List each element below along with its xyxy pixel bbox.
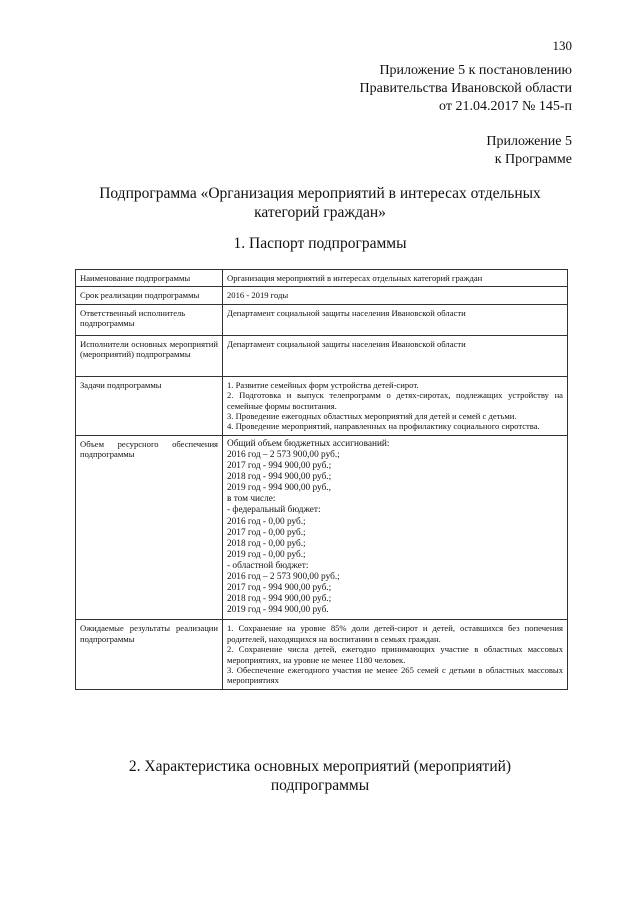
funding-line: 2016 год – 2 573 900,00 руб.; (227, 571, 340, 582)
program-appendix-line: Приложение 5 (486, 134, 572, 149)
funding-line: - областной бюджет: (227, 560, 309, 571)
program-appendix-note (486, 133, 572, 169)
passport-value: 2016 - 2019 годы (223, 287, 568, 304)
task-item: 4. Проведение мероприятий, направленных на профилактику социального сиротства. (227, 421, 540, 432)
funding-line: Общий объем бюджетных ассигнований: (227, 438, 390, 449)
task-item: 1. Развитие семейных форм устройства детей-сирот. (227, 379, 419, 390)
result-item: 2. Сохранение числа детей, ежегодно принимающих участие в областных массовых мероприятиях, на уровне не менее 1180 человек. (227, 644, 563, 665)
funding-line: в том числе: (227, 494, 276, 505)
funding-line: 2018 год - 994 900,00 руб.; (227, 594, 332, 605)
passport-key: Ответственный исполнитель подпрограммы (76, 304, 223, 335)
appendix-line: от 21.04.2017 № 145-п (439, 99, 572, 114)
funding-line: 2017 год - 0,00 руб.; (227, 527, 306, 538)
passport-key: Задачи подпрограммы (76, 376, 223, 435)
table-row (76, 304, 568, 335)
subprogram-title (60, 184, 580, 222)
funding-line: 2016 год – 2 573 900,00 руб.; (227, 449, 340, 460)
funding-line: - федеральный бюджет: (227, 505, 321, 516)
task-item: 3. Проведение ежегодных областных мероприятий для детей и семей с детьми. (227, 411, 517, 422)
result-item: 1. Сохранение на уровне 85% доли детей-сирот и детей, оставшихся без попечения родителей, находящихся на воспитании в семьях граждан. (227, 623, 563, 644)
subprogram-title-line: Подпрограмма «Организация мероприятий в интересах отдельных (99, 185, 541, 202)
section-1-title: 1. Паспорт подпрограммы (233, 235, 407, 252)
table-row (76, 620, 568, 689)
passport-key: Срок реализации подпрограммы (76, 287, 223, 304)
funding-line: 2019 год - 0,00 руб.; (227, 549, 306, 560)
funding-line: 2019 год - 994 900,00 руб., (227, 483, 331, 494)
passport-table (75, 269, 568, 690)
table-row (76, 376, 568, 435)
appendix-line: Правительства Ивановской области (359, 81, 572, 96)
table-row (76, 435, 568, 620)
passport-key: Наименование подпрограммы (76, 270, 223, 287)
page-number: 130 (552, 38, 572, 53)
section-2-title-line: 2. Характеристика основных мероприятий (мероприятий) (128, 758, 512, 775)
table-row (76, 335, 568, 376)
passport-value: Департамент социальной защиты населения Ивановской области (223, 304, 568, 335)
passport-value: Департамент социальной защиты населения Ивановской области (223, 335, 568, 376)
funding-line: 2017 год - 994 900,00 руб.; (227, 583, 332, 594)
funding-line: 2019 год - 994 900,00 руб. (227, 605, 329, 616)
task-item: 2. Подготовка и выпуск телепрограмм о детях-сиротах, подлежащих устройству на семейные формы воспитания. (227, 390, 563, 411)
funding-line: 2016 год - 0,00 руб.; (227, 516, 306, 527)
passport-value (223, 435, 568, 620)
subprogram-title-line: категорий граждан» (254, 204, 386, 221)
appendix-line: Приложение 5 к постановлению (379, 63, 572, 78)
passport-key: Ожидаемые результаты реализации подпрограммы (76, 620, 223, 689)
section-2-title (60, 757, 580, 795)
funding-line: 2017 год - 994 900,00 руб.; (227, 461, 332, 472)
table-row (76, 270, 568, 287)
table-row (76, 287, 568, 304)
section-2-title-line: подпрограммы (270, 777, 370, 794)
appendix-note (360, 62, 572, 116)
funding-line: 2018 год - 0,00 руб.; (227, 538, 306, 549)
result-item: 3. Обеспечение ежегодного участия не менее 265 семей с детьми в областных массовых мероприятиях (227, 664, 563, 686)
passport-key: Объем ресурсного обеспечения подпрограммы (76, 435, 223, 620)
passport-value (223, 620, 568, 689)
program-appendix-line: к Программе (494, 152, 572, 167)
passport-key: Исполнители основных мероприятий (мероприятий) подпрограммы (76, 335, 223, 376)
funding-line: 2018 год - 994 900,00 руб.; (227, 472, 332, 483)
passport-value (223, 376, 568, 435)
passport-value: Организация мероприятий в интересах отдельных категорий граждан (223, 270, 568, 287)
